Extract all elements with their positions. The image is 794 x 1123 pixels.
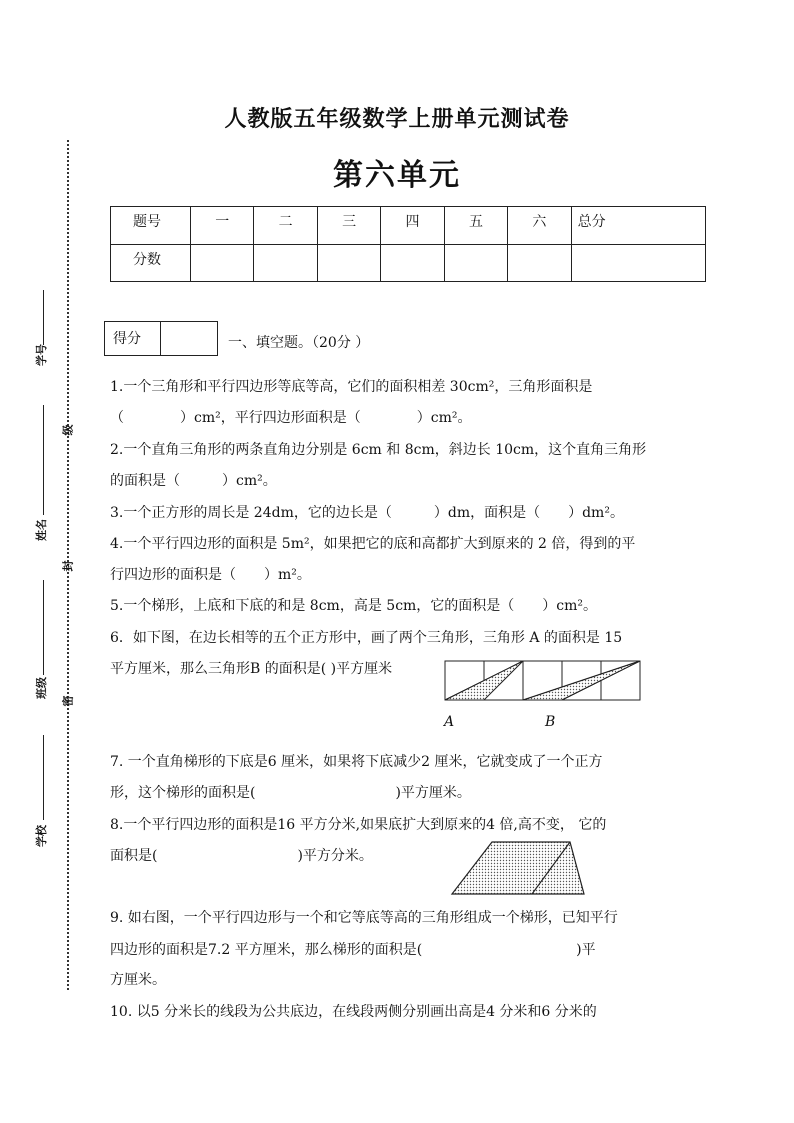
name-line — [43, 405, 44, 515]
question-line: 8.一个平行四边形的面积是16 平方分米,如果底扩大到原来的4 倍,高不变， 它的 — [110, 817, 607, 833]
question-line: （ ）cm²，平行四边形面积是（ ）cm²。 — [110, 410, 472, 426]
question-line: 方厘米。 — [110, 972, 166, 988]
score-cell[interactable] — [254, 244, 317, 282]
question-line: 行四边形的面积是（ ）m²。 — [110, 567, 311, 583]
score-cell[interactable] — [191, 244, 254, 282]
seal-char-mi: 密 — [61, 695, 75, 707]
score-header-cell: 六 — [508, 207, 571, 245]
score-cell[interactable] — [571, 244, 705, 282]
score-table — [110, 206, 706, 282]
student-id-line — [43, 290, 44, 345]
name-label: 姓名 — [35, 519, 48, 541]
score-cell[interactable] — [381, 244, 444, 282]
trapezoid-figure — [448, 838, 590, 898]
seal-char-ji: 级 — [61, 424, 75, 436]
section-score-box — [104, 321, 218, 356]
triangle-a-label: A — [444, 714, 455, 730]
student-id-label: 学号 — [35, 344, 48, 366]
score-cell[interactable] — [317, 244, 380, 282]
question-line: 5.一个梯形，上底和下底的和是 8cm，高是 5cm，它的面积是（ ）cm²。 — [110, 598, 598, 614]
question-line: 形，这个梯形的面积是( )平方厘米。 — [110, 785, 471, 801]
school-label: 学校 — [35, 825, 48, 847]
class-line — [43, 580, 44, 675]
score-row-label: 分数 — [111, 244, 191, 282]
question-line: 平方厘米，那么三角形B 的面积是( )平方厘米 — [110, 661, 393, 677]
unit-title: 第六单元 — [333, 158, 461, 193]
score-table-header-row — [111, 207, 706, 245]
question-line: 7. 一个直角梯形的下底是6 厘米，如果将下底减少2 厘米，它就变成了一个正方 — [110, 754, 603, 770]
question-line: 的面积是（ ）cm²。 — [110, 473, 277, 489]
score-header-cell: 五 — [444, 207, 507, 245]
section-title: 一、填空题。（20分 ） — [228, 335, 370, 351]
score-header-cell: 三 — [317, 207, 380, 245]
seal-char-feng: 封 — [61, 560, 75, 572]
score-header-cell: 题号 — [111, 207, 191, 245]
question-line: 四边形的面积是7.2 平方厘米，那么梯形的面积是( )平 — [110, 942, 596, 958]
score-cell[interactable] — [508, 244, 571, 282]
score-header-cell: 二 — [254, 207, 317, 245]
question-line: 3.一个正方形的周长是 24dm，它的边长是（ ）dm，面积是（ ）dm²。 — [110, 505, 624, 521]
question-line: 面积是( )平方分米。 — [110, 848, 373, 864]
question-line: 6．如下图，在边长相等的五个正方形中，画了两个三角形，三角形 A 的面积是 15 — [110, 630, 623, 646]
school-line — [43, 735, 44, 820]
question-line: 9. 如右图，一个平行四边形与一个和它等底等高的三角形组成一个梯形，已知平行 — [110, 910, 618, 926]
triangle-b-label: B — [545, 714, 556, 730]
score-header-cell: 四 — [381, 207, 444, 245]
question-line: 4.一个平行四边形的面积是 5m²，如果把它的底和高都扩大到原来的 2 倍，得到的平 — [110, 536, 636, 552]
squares-triangles-figure — [440, 655, 645, 735]
question-line: 1.一个三角形和平行四边形等底等高，它们的面积相差 30cm²，三角形面积是 — [110, 379, 593, 395]
question-line: 2.一个直角三角形的两条直角边分别是 6cm 和 8cm，斜边长 10cm，这个直角三角形 — [110, 442, 647, 458]
score-header-cell: 总分 — [571, 207, 705, 245]
page-title: 人教版五年级数学上册单元测试卷 — [224, 106, 570, 132]
section-score-field[interactable] — [161, 322, 217, 355]
score-cell[interactable] — [444, 244, 507, 282]
class-label: 班级 — [35, 677, 48, 699]
section-score-label: 得分 — [105, 322, 161, 355]
score-header-cell: 一 — [191, 207, 254, 245]
question-line: 10. 以5 分米长的线段为公共底边，在线段两侧分别画出高是4 分米和6 分米的 — [110, 1004, 597, 1020]
score-table-score-row — [111, 244, 706, 282]
